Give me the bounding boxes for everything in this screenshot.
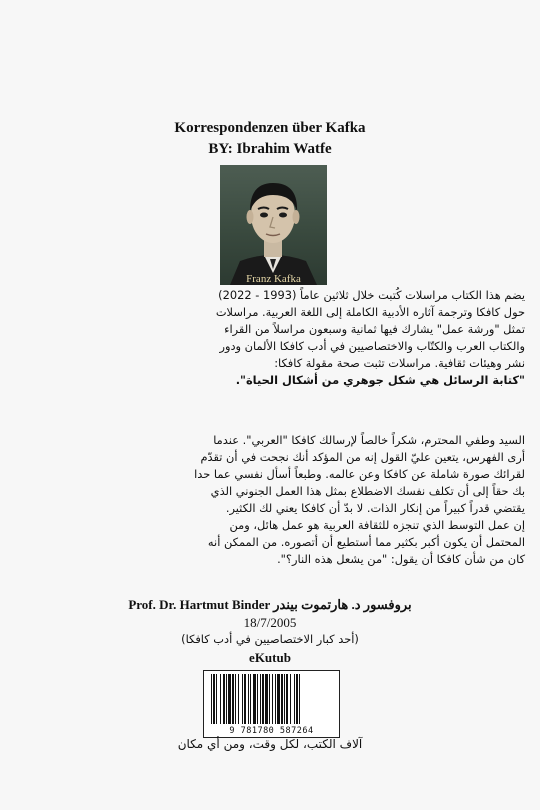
barcode-bar <box>269 674 270 724</box>
barcode-bar <box>211 674 212 724</box>
intro-line: والكتاب العرب والكتّاب والاختصاصيين في أدب كافكا الألمان ودور <box>219 339 525 353</box>
intro-paragraph <box>116 287 525 389</box>
portrait-caption: Franz Kafka <box>246 273 301 285</box>
barcode-bar <box>296 674 298 724</box>
barcode-bar <box>223 674 225 724</box>
barcode-bar <box>244 674 246 724</box>
barcode-bar <box>299 674 300 724</box>
letter-line: كان من شأن كافكا أن يقول: "من يشعل هذه النار؟". <box>277 552 525 566</box>
letter-date: 18/7/2005 <box>243 615 297 630</box>
book-title: Korrespondenzen über Kafka <box>174 120 366 136</box>
letter-line: أرى الفهرس، يتعين عليّ القول إنه من المؤكد أنك نجحت في أن تقدّم <box>200 450 525 464</box>
letter-line: لقرائك صورة شاملة عن كافكا وعن عالمه. وطبعاً أسأل نفسي عما حدا <box>194 467 525 481</box>
author-portrait <box>220 165 327 285</box>
barcode-bar <box>232 674 234 724</box>
barcode-bar <box>260 674 261 724</box>
barcode-bar <box>277 674 280 724</box>
barcode-bar <box>284 674 285 724</box>
barcode-bar <box>257 674 258 724</box>
barcode-bar <box>238 674 239 724</box>
intro-line: حول كافكا وترجمة آثاره الأدبية الكاملة إلى اللغة العربية. مراسلات <box>215 305 525 319</box>
barcode-bar <box>290 674 291 724</box>
barcode-bar <box>265 674 268 724</box>
barcode-bar <box>228 674 231 724</box>
barcode-bar <box>253 674 256 724</box>
intro-line: تمثل "ورشة عمل" يشارك فيها ثمانية وسبعون مراسلاً من القراء <box>224 322 525 336</box>
letter-line: يقتضي قدراً كبيراً من إنكار الذات. لا بدّ أن كافكا يعني لك الكثير. <box>225 501 525 515</box>
barcode-bar <box>294 674 295 724</box>
publisher-name: eKutub <box>249 650 291 665</box>
barcode-bar <box>248 674 249 724</box>
letter-line: بك حقاً إلى أن تكلف نفسك الاضطلاع بمثل هذا العمل الجنوني الذي <box>210 484 525 498</box>
letter-line: السيد وطفي المحترم، شكراً خالصاً لإرسالك كافكا "العربي". عندما <box>213 433 525 447</box>
signatory-name: Prof. Dr. Hartmut Binder بروفسور د. هارتموت بيندر <box>128 597 412 612</box>
intro-line: يضم هذا الكتاب مراسلات كُتبت خلال ثلاثين عاماً (1993 - 2022) <box>218 288 525 302</box>
barcode-bar <box>262 674 264 724</box>
kafka-quote: "كتابة الرسائل هي شكل جوهري من أشكال الحياة". <box>235 373 525 387</box>
intro-line: نشر وهيئات ثقافية. مراسلات تثبت صحة مقولة كافكا: <box>274 356 525 370</box>
barcode-bar <box>250 674 251 724</box>
barcode-bar <box>226 674 227 724</box>
barcode-bar <box>281 674 283 724</box>
barcode-bar <box>220 674 221 724</box>
barcode-bar <box>275 674 276 724</box>
barcode-bar <box>242 674 243 724</box>
letter-line: المحتمل أن يكون أكبر بكثير مما أستطيع أن أتصوره. من الممكن أنه <box>207 535 525 549</box>
barcode-bars <box>209 674 334 724</box>
author-byline: BY: Ibrahim Watfe <box>208 141 332 157</box>
signatory-role: (أحد كبار الاختصاصيين في أدب كافكا) <box>181 632 359 646</box>
barcode-digits: 9 781780 587264 <box>229 726 314 736</box>
barcode-bar <box>272 674 273 724</box>
barcode-bar <box>216 674 217 724</box>
letter-line: إن عمل التوسط الذي تنجزه للثقافة العربية هو عمل هائل، ومن <box>229 518 525 532</box>
publisher-slogan: آلاف الكتب، لكل وقت، ومن أي مكان <box>177 737 363 751</box>
barcode-bar <box>213 674 215 724</box>
portrait-figure <box>220 165 327 285</box>
barcode-bar <box>235 674 236 724</box>
letter-paragraph <box>116 432 525 568</box>
barcode-bar <box>286 674 288 724</box>
isbn-barcode <box>203 670 340 738</box>
